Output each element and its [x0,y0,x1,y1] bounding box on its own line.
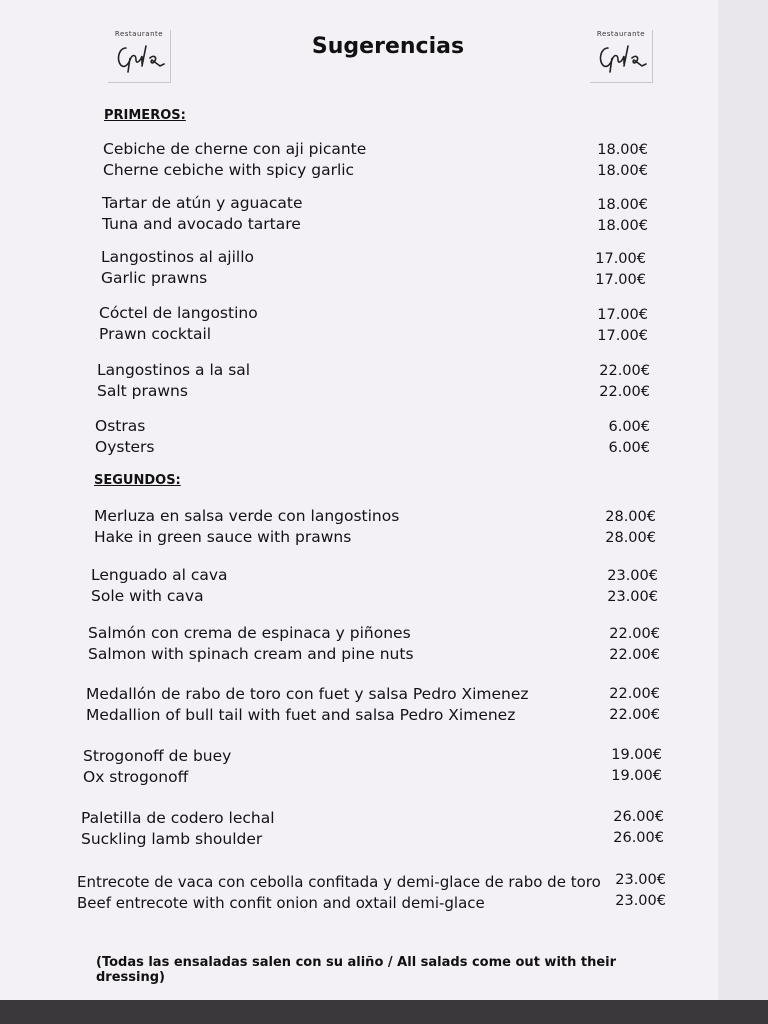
item-prices [578,195,648,237]
item-name-es: Langostinos al ajillo [101,248,254,266]
item-prices [588,566,658,608]
menu-item [97,360,250,402]
menu-item [101,247,254,289]
price-es: 19.00€ [611,747,662,763]
item-name-en: Beef entrecote with confit onion and oxtail demi-glace [77,894,485,912]
page-title: Sugerencias [311,34,465,59]
price-es: 22.00€ [609,626,660,642]
table-surface [0,1000,768,1024]
item-prices [576,249,646,291]
price-en: 17.00€ [595,272,646,288]
price-es: 17.00€ [595,251,646,267]
restaurant-logo-right [590,30,653,83]
item-name-es: Langostinos a la sal [97,361,251,379]
menu-item [99,303,258,345]
menu-item [95,416,155,458]
item-prices [590,684,660,726]
item-name-es: Entrecote de vaca con cebolla confitada y demi-glace de rabo de toro [77,873,601,891]
price-en: 23.00€ [615,893,666,909]
price-en: 18.00€ [597,218,648,234]
price-en: 26.00€ [613,830,664,846]
price-en: 23.00€ [607,589,658,605]
item-name-en: Ox strogonoff [83,768,189,786]
item-name-es: Merluza en salsa verde con langostinos [94,507,400,525]
item-prices [578,305,648,347]
item-prices [594,807,664,849]
item-prices [590,624,660,666]
price-es: 6.00€ [608,419,650,435]
item-name-en: Sole with cava [91,587,204,605]
price-es: 23.00€ [607,568,658,584]
item-name-en: Cherne cebiche with spicy garlic [103,161,355,179]
item-name-en: Garlic prawns [101,269,208,287]
price-en: 18.00€ [597,163,648,179]
item-name-en: Prawn cocktail [99,325,212,343]
menu-item [91,565,228,607]
price-es: 17.00€ [597,307,648,323]
item-name-es: Tartar de atún y aguacate [102,194,303,212]
section-heading-primeros: PRIMEROS: [104,108,186,123]
menu-item [94,506,399,548]
price-es: 28.00€ [605,509,656,525]
item-name-es: Cóctel de langostino [99,304,258,322]
item-name-es: Strogonoff de buey [83,747,232,765]
item-prices [580,417,650,459]
item-prices [578,140,648,182]
item-name-en: Medallion of bull tail with fuet and salsa Pedro Ximenez [86,706,516,724]
price-en: 6.00€ [608,440,650,456]
menu-item [103,139,366,181]
item-name-en: Suckling lamb shoulder [81,830,263,848]
item-name-es: Paletilla de codero lechal [81,809,275,827]
price-en: 28.00€ [605,530,656,546]
logo-script-icon [594,40,648,76]
price-en: 17.00€ [597,328,648,344]
item-name-en: Tuna and avocado tartare [102,215,301,233]
price-en: 22.00€ [609,647,660,663]
price-en: 22.00€ [599,384,650,400]
salad-dressing-note: (Todas las ensaladas salen con su aliño / All salads come out with their dressing) [96,955,617,985]
menu-item [83,746,231,788]
logo-small-text: Restaurante [114,30,164,38]
section-heading-segundos: SEGUNDOS: [94,473,181,488]
item-name-es: Medallón de rabo de toro con fuet y salsa Pedro Ximenez [86,685,529,703]
menu-item [88,623,414,665]
item-prices [586,507,656,549]
logo-small-text: Restaurante [596,30,646,38]
price-en: 19.00€ [611,768,662,784]
price-es: 18.00€ [597,142,648,158]
item-prices [596,870,666,912]
price-es: 26.00€ [613,809,664,825]
item-name-es: Lenguado al cava [91,566,228,584]
item-name-en: Oysters [95,438,155,456]
item-name-es: Ostras [95,417,146,435]
menu-item [77,872,601,914]
price-en: 22.00€ [609,707,660,723]
price-es: 18.00€ [597,197,648,213]
item-name-en: Salt prawns [97,382,188,400]
item-prices [580,361,650,403]
item-name-en: Hake in green sauce with prawns [94,528,352,546]
item-name-es: Salmón con crema de espinaca y piñones [88,624,411,642]
menu-item [86,684,529,726]
menu-item [81,808,275,850]
item-name-en: Salmon with spinach cream and pine nuts [88,645,414,663]
menu-item [102,193,303,235]
item-name-es: Cebiche de cherne con aji picante [103,140,367,158]
price-es: 23.00€ [615,872,666,888]
price-es: 22.00€ [609,686,660,702]
price-es: 22.00€ [599,363,650,379]
item-prices [592,745,662,787]
